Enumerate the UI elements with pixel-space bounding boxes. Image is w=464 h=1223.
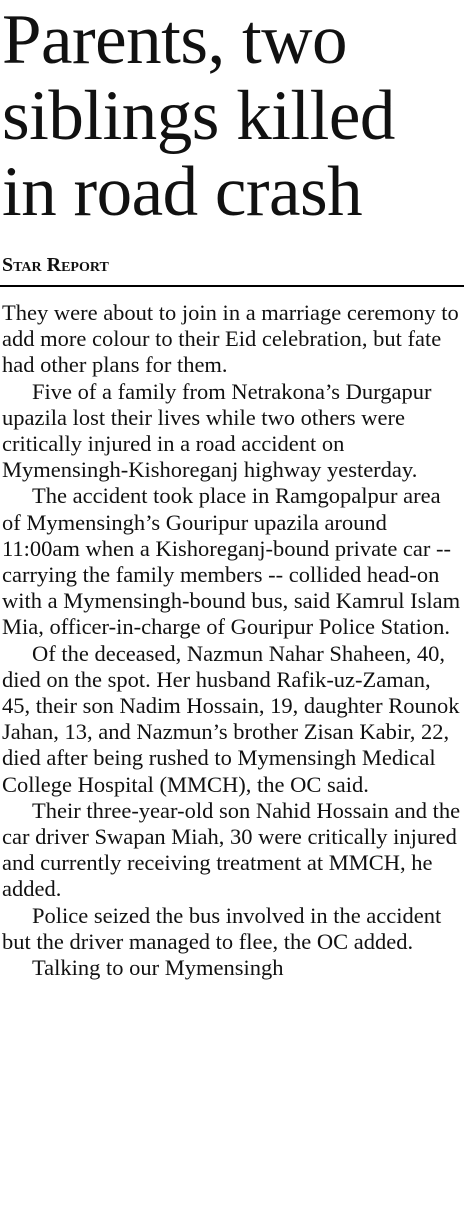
divider-rule: [0, 285, 464, 287]
paragraph-2: Five of a family from Netrakona’s Durgapur upazila lost their lives while two others were critically injured in a road accident on Mymensingh-Kishoreganj highway yesterday.: [2, 378, 432, 483]
paragraph-3: The accident took place in Ramgopalpur area of Mymensingh’s Gouripur upazila around 11:00am when a Kishoreganj-bound private car -- carrying the family members -- collided head-on with a Mymensingh-bound bus, said Kamrul Islam Mia, officer-in-charge of Gouripur Police Station.: [2, 483, 461, 640]
paragraph-7: Talking to our Mymensingh: [32, 955, 284, 981]
headline: Parents, two siblings killed in road crash: [2, 1, 395, 231]
article-body: [2, 300, 462, 981]
paragraph-5: Their three-year-old son Nahid Hossain and the car driver Swapan Miah, 30 were critically injured and currently receiving treatment at MMCH, he added.: [2, 797, 461, 902]
paragraph-6: Police seized the bus involved in the accident but the driver managed to flee, the OC added.: [2, 902, 442, 954]
paragraph-4: Of the deceased, Nazmun Nahar Shaheen, 40, died on the spot. Her husband Rafik-uz-Zaman, 45, their son Nadim Hossain, 19, daughter Rounok Jahan, 13, and Nazmun’s brother Zisan Kabir, 22, died after being rushed to Mymensingh Medical College Hospital (MMCH), the OC said.: [2, 640, 460, 797]
paragraph-1: They were about to join in a marriage ceremony to add more colour to their Eid celebration, but fate had other plans for them.: [2, 300, 459, 378]
byline: Star Report: [2, 254, 109, 276]
